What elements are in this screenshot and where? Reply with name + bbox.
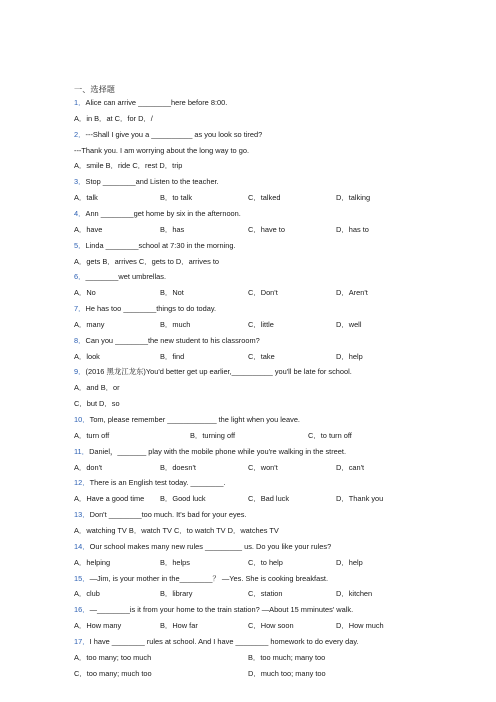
option[interactable]: B．has bbox=[160, 224, 185, 234]
question-number: 16． bbox=[74, 605, 90, 615]
option-line: C．but D．so bbox=[74, 399, 120, 409]
question-number: 15． bbox=[74, 573, 90, 583]
option[interactable]: A．don't bbox=[74, 462, 103, 472]
question-number: 12． bbox=[74, 478, 90, 488]
question-number: 9． bbox=[74, 367, 86, 377]
option[interactable]: A．too many; too much bbox=[74, 652, 152, 662]
question-stem bbox=[74, 130, 262, 139]
option[interactable]: A．have bbox=[74, 224, 103, 234]
question-stem bbox=[74, 447, 346, 456]
question-number: 2． bbox=[74, 129, 86, 139]
question-stem-text: He has too ________things to do today. bbox=[85, 304, 217, 314]
question-number: 13． bbox=[74, 510, 90, 520]
option[interactable]: D．can't bbox=[336, 462, 365, 472]
option[interactable]: B．How far bbox=[160, 621, 198, 631]
question-stem-text: —________is it from your home to the train station? —About 15 mminutes' walk. bbox=[89, 605, 354, 615]
question-stem-text: Can you ________the new student to his classroom? bbox=[85, 335, 260, 345]
option[interactable]: D．kitchen bbox=[336, 589, 373, 599]
option[interactable]: A．How many bbox=[74, 621, 122, 631]
option[interactable]: B．to talk bbox=[160, 193, 193, 203]
option[interactable]: A．club bbox=[74, 589, 100, 599]
question-stem-text: Daniel，_______ play with the mobile phone while you're walking in the street. bbox=[89, 446, 347, 456]
question-stem-text: Alice can arrive ________here before 8:00. bbox=[85, 98, 228, 107]
question-number: 11． bbox=[74, 446, 90, 456]
question-stem bbox=[74, 272, 166, 281]
question-stem bbox=[74, 304, 216, 313]
question-stem bbox=[74, 510, 247, 519]
option-line: A．smile B．ride C．rest D．trip bbox=[74, 161, 183, 171]
option[interactable]: C．station bbox=[248, 589, 283, 599]
option[interactable]: C．have to bbox=[248, 224, 285, 234]
option[interactable]: B．much bbox=[160, 319, 191, 329]
question-stem-text: Ann ________get home by six in the afternoon. bbox=[85, 208, 241, 218]
question-number: 6． bbox=[74, 272, 86, 282]
option[interactable]: D．help bbox=[336, 557, 363, 567]
option[interactable]: C．Don't bbox=[248, 288, 278, 298]
option[interactable]: C．take bbox=[248, 351, 275, 361]
question-number: 14． bbox=[74, 541, 90, 551]
option[interactable]: B．Good luck bbox=[160, 494, 206, 504]
option[interactable]: A．helping bbox=[74, 557, 111, 567]
option[interactable]: A．Have a good time bbox=[74, 494, 145, 504]
option[interactable]: D．has to bbox=[336, 224, 369, 234]
option[interactable]: C．little bbox=[248, 319, 274, 329]
option[interactable]: A．talk bbox=[74, 193, 98, 203]
option-line: A．gets B．arrives C．gets to D．arrives to bbox=[74, 256, 219, 266]
question-stem-text: (2016 黑龙江龙东)You'd better get up earlier,__________ you'll be late for school. bbox=[85, 367, 352, 377]
question-number: 17． bbox=[74, 636, 90, 646]
question-stem-text: Don't ________too much. It's bad for your eyes. bbox=[89, 510, 247, 520]
option[interactable]: B．turning off bbox=[190, 430, 236, 440]
option[interactable]: D．How much bbox=[336, 621, 384, 631]
question-stem-text: —Jim, is your mother in the________？ —Yes. She is cooking breakfast. bbox=[89, 573, 329, 583]
section-title: 一、选择题 bbox=[74, 85, 115, 94]
option[interactable]: A．look bbox=[74, 351, 100, 361]
option[interactable]: C．won't bbox=[248, 462, 278, 472]
option[interactable]: D．Aren't bbox=[336, 288, 368, 298]
option[interactable]: A．many bbox=[74, 319, 105, 329]
question-stem-text: ---Shall I give you a __________ as you look so tired? bbox=[85, 129, 263, 139]
question-number: 1． bbox=[74, 98, 86, 107]
option[interactable]: C．to help bbox=[248, 557, 283, 567]
question-stem-continued: ---Thank you. I am worrying about the long way to go. bbox=[74, 145, 249, 155]
option-line: A．watching TV B．watch TV C．to watch TV D．watches TV bbox=[74, 525, 279, 535]
option[interactable]: D．help bbox=[336, 351, 363, 361]
question-stem-text: Our school makes many new rules _________ us. Do you like your rules? bbox=[89, 541, 332, 551]
question-stem-text: There is an English test today. ________. bbox=[89, 478, 226, 488]
question-stem bbox=[74, 241, 236, 250]
question-stem bbox=[74, 336, 260, 345]
option[interactable]: B．doesn't bbox=[160, 462, 196, 472]
option[interactable]: D．well bbox=[336, 319, 362, 329]
question-number: 3． bbox=[74, 177, 86, 187]
question-number: 4． bbox=[74, 208, 86, 218]
option[interactable]: C．too many; much too bbox=[74, 668, 152, 678]
option-line: A．and B．or bbox=[74, 383, 120, 393]
option[interactable]: D．talking bbox=[336, 193, 371, 203]
question-stem bbox=[74, 637, 359, 646]
option[interactable]: C．How soon bbox=[248, 621, 294, 631]
question-stem bbox=[74, 209, 241, 218]
option[interactable]: D．much too; many too bbox=[248, 668, 326, 678]
question-stem bbox=[74, 478, 225, 487]
option[interactable]: C．talked bbox=[248, 193, 281, 203]
question-stem-text: Tom, please remember ____________ the light when you leave. bbox=[89, 415, 300, 424]
option-line: A．in B．at C．for D．/ bbox=[74, 113, 153, 123]
option[interactable]: D．Thank you bbox=[336, 494, 384, 504]
option[interactable]: A．turn off bbox=[74, 430, 110, 440]
option[interactable]: A．No bbox=[74, 288, 96, 298]
question-number: 7． bbox=[74, 304, 86, 314]
question-number: 8． bbox=[74, 335, 86, 345]
option[interactable]: B．helps bbox=[160, 557, 190, 567]
question-stem bbox=[74, 98, 227, 107]
question-stem bbox=[74, 574, 328, 583]
question-stem bbox=[74, 177, 219, 186]
question-stem-text: Stop ________and Listen to the teacher. bbox=[85, 177, 219, 187]
option[interactable]: B．find bbox=[160, 351, 185, 361]
question-number: 5． bbox=[74, 240, 86, 250]
question-stem bbox=[74, 542, 331, 551]
option[interactable]: B．Not bbox=[160, 288, 184, 298]
question-stem bbox=[74, 367, 352, 376]
question-stem-text: ________wet umbrellas. bbox=[85, 272, 167, 282]
question-stem bbox=[74, 605, 353, 614]
option[interactable]: C．Bad luck bbox=[248, 494, 290, 504]
question-stem-text: Linda ________school at 7:30 in the morning. bbox=[85, 240, 236, 250]
option[interactable]: C．to turn off bbox=[308, 430, 352, 440]
question-stem-text: I have ________ rules at school. And I have ________ homework to do every day. bbox=[89, 636, 359, 646]
option[interactable]: B．too much; many too bbox=[248, 652, 326, 662]
question-stem bbox=[74, 415, 300, 424]
option[interactable]: B．library bbox=[160, 589, 193, 599]
question-number: 10． bbox=[74, 415, 90, 424]
